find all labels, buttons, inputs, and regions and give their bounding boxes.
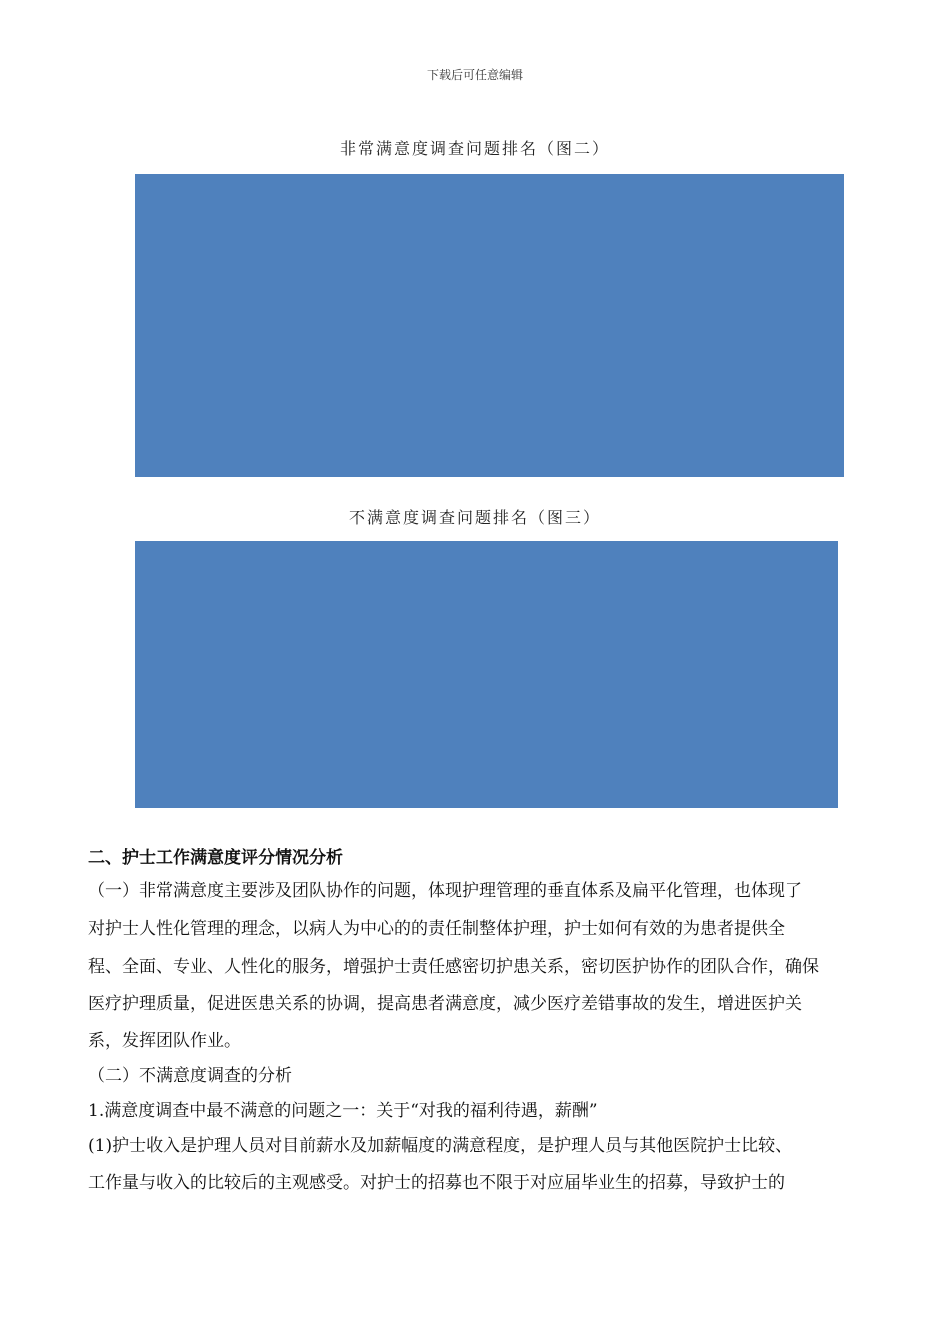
paragraph-line: 对护士人性化管理的理念，以病人为中心的的责任制整体护理，护士如何有效的为患者提供全 (88, 919, 785, 939)
section-heading: 二、护士工作满意度评分情况分析 (88, 848, 343, 868)
figure-2-caption: 非常满意度调查问题排名（图二） (339, 139, 610, 158)
figure-3-caption: 不满意度调查问题排名（图三） (348, 508, 601, 527)
page-header: 下载后可任意编辑 (426, 68, 523, 82)
subsection-heading: （二）不满意度调查的分析 (88, 1066, 292, 1086)
paragraph-line: 1.满意度调查中最不满意的问题之一：关于“对我的福利待遇，薪酬” (88, 1101, 598, 1121)
paragraph-line: （一）非常满意度主要涉及团队协作的问题，体现护理管理的垂直体系及扁平化管理，也体现了 (88, 881, 802, 901)
figure-3-chart-placeholder (135, 541, 838, 808)
figure-2-chart-placeholder (135, 174, 844, 477)
paragraph-line: 医疗护理质量，促进医患关系的协调，提高患者满意度，减少医疗差错事故的发生，增进医护关 (88, 994, 802, 1014)
paragraph-line: 工作量与收入的比较后的主观感受。对护士的招募也不限于对应届毕业生的招募，导致护士的 (88, 1173, 785, 1193)
paragraph-line: 程、全面、专业、人性化的服务，增强护士责任感密切护患关系，密切医护协作的团队合作，确保 (88, 957, 819, 977)
paragraph-line: 系，发挥团队作业。 (88, 1031, 241, 1051)
paragraph-line: (1)护士收入是护理人员对目前薪水及加薪幅度的满意程度，是护理人员与其他医院护士比较、 (88, 1136, 793, 1156)
